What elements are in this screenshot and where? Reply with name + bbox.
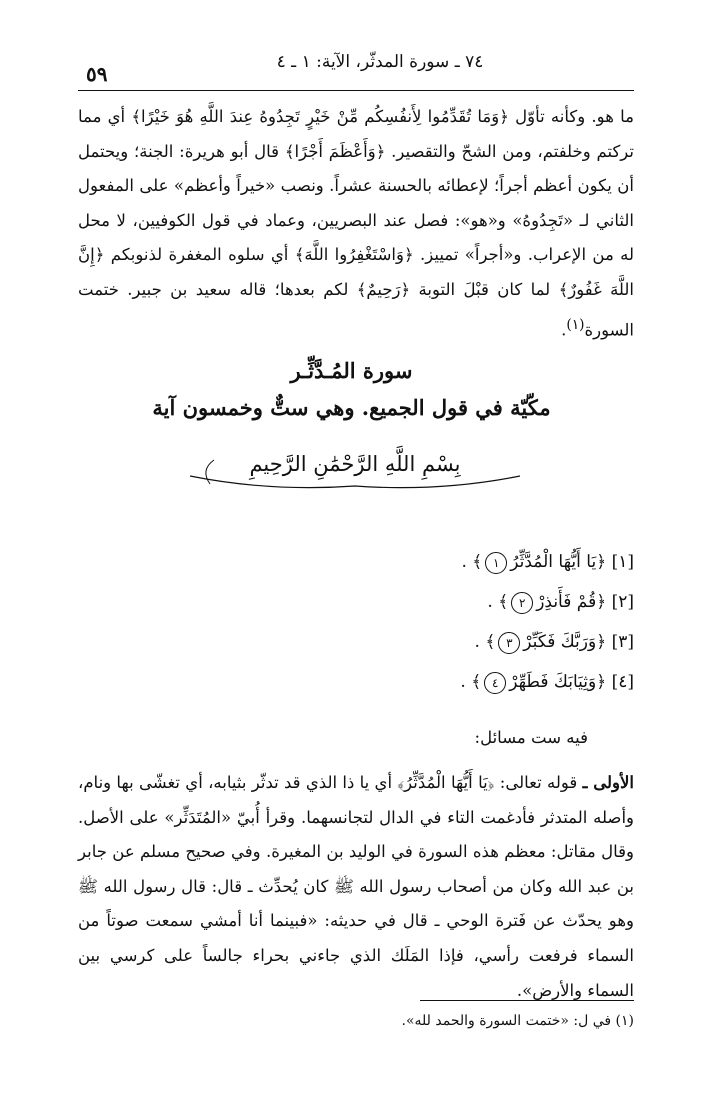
- discussion-text: قوله تعالى: ﴿يَا أَيُّهَا الْمُدَّثِّرُ﴾ أي يا ذا الذي قد تدثّر بثيابه، أي تغشّى بها ونام، وأصله المتدثر فأدغمت التاء في الدال لتجانسهما. وقرأ أُبيّ «المُتَدَثِّر» على الأصل. وقال مقاتل: معظم هذه السورة في الوليد بن المغيرة. وفي صحيح مسلم عن جابر بن عبد الله وكان من أصحاب رسول الله ﷺ كان يُحدِّث ـ قال: قال رسول الله ﷺ وهو يحدّث عن فَترة الوحي ـ قال في حديثه: «فبينما أنا أمشي سمعت صوتاً من السماء فرفعت رأسي، فإذا المَلَك الذي جاءني بحراء جالساً على كرسي بين السماء والأرض».: [78, 773, 634, 1000]
- verse-number: [٤]: [611, 672, 634, 692]
- verse-end-marker-icon: ١: [485, 552, 507, 574]
- verse-close: ﴾ .: [460, 672, 482, 692]
- verse-text: ﴿قُمْ فَأَنذِرْ: [536, 592, 607, 612]
- verse-3: [300, 622, 634, 662]
- verse-end-marker-icon: ٤: [484, 672, 506, 694]
- intro-paragraph: [78, 100, 634, 348]
- verse-close: ﴾ .: [474, 632, 496, 652]
- verse-text: ﴿يَا أَيُّهَا الْمُدَّثِّرُ: [510, 552, 607, 572]
- verse-close: ﴾ .: [487, 592, 509, 612]
- verse-close: ﴾ .: [461, 552, 483, 572]
- discussion-paragraph: [78, 766, 634, 1008]
- header-rule: [78, 90, 634, 91]
- issue-lead: الأولى ـ: [582, 773, 634, 792]
- running-header: ٧٤ ـ سورة المدثّر، الآية: ١ ـ ٤: [276, 52, 484, 72]
- questions-intro: فيه ست مسائل:: [474, 728, 588, 747]
- verse-4: [300, 662, 634, 702]
- verse-end-marker-icon: ٢: [511, 592, 533, 614]
- footnote: (١) في ل: «ختمت السورة والحمد لله».: [401, 1013, 634, 1029]
- intro-end: .: [561, 320, 567, 340]
- verse-text: ﴿وَرَبَّكَ فَكَبِّرْ: [523, 632, 607, 652]
- intro-text: ما هو. وكأنه تأوّل ﴿وَمَا تُقَدِّمُوا لِأَنفُسِكُم مِّنْ خَيْرٍ تَجِدُوهُ عِندَ اللَّهِ هُوَ خَيْرًا﴾ أي مما تركتم وخلفتم، ومن الشحّ والتقصير. ﴿وَأَعْظَمَ أَجْرًا﴾ قال أبو هريرة: الجنة؛ ويحتمل أن يكون أعظم أجراً؛ لإعطائه بالحسنة عشراً. ونصب «خيراً وأعظم» على المفعول الثاني لـ «تَجِدُوهُ» و«هو»: فصل عند البصريين، وعماد في قول الكوفيين، لا محل له من الإعراب. و«أجراً» تمييز. ﴿وَاسْتَغْفِرُوا اللَّهَ﴾ أي سلوه المغفرة لذنوبكم ﴿إِنَّ اللَّهَ غَفُورٌ﴾ لما كان قبْلَ التوبة ﴿رَحِيمٌ﴾ لكم بعدها؛ قاله سعيد بن جبير. ختمت السورة: [78, 107, 634, 340]
- basmala-text: بِسْمِ اللَّهِ الرَّحْمَٰنِ الرَّحِيمِ: [249, 452, 461, 476]
- verse-list: [300, 542, 634, 702]
- verse-text: ﴿وَثِيَابَكَ فَطَهِّرْ: [509, 672, 607, 692]
- verse-number: [١]: [611, 552, 634, 572]
- verse-end-marker-icon: ٣: [498, 632, 520, 654]
- surah-subtitle: مكّيّة في قول الجميع. وهي ستٌّ وخمسون آية: [152, 395, 551, 420]
- verse-number: [٢]: [611, 592, 634, 612]
- verse-2: [300, 582, 634, 622]
- verse-1: [300, 542, 634, 582]
- basmala: [170, 446, 540, 494]
- footnote-rule: [420, 1000, 634, 1001]
- page-number: ٥٩: [86, 62, 108, 86]
- surah-title: سورة المُـدَّثِّـر: [290, 358, 413, 383]
- verse-number: [٣]: [611, 632, 634, 652]
- footnote-ref: (١): [566, 316, 585, 333]
